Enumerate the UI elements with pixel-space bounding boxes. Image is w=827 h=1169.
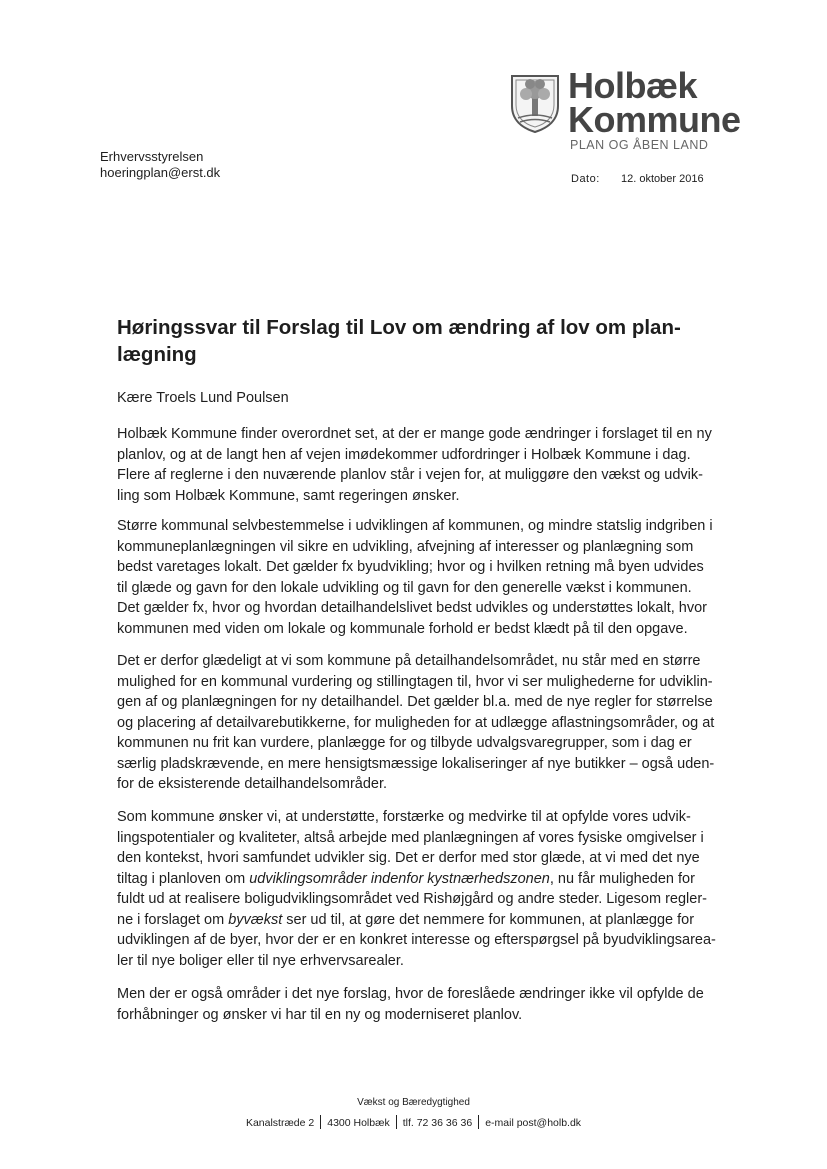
brand-name-line1: Holbæk [568, 65, 698, 106]
text-line: Flere af reglerne i den nuværende planlov står i vejen for, at muliggøre den vækst og udvik- [117, 467, 703, 483]
text-line: Som kommune ønsker vi, at understøtte, forstærke og medvirke til at opfylde vores udvik- [117, 809, 691, 825]
text-line: lingspotentialer og kvaliteter, altså arbejde med planlægningen af vores fysiske omgivelser i [117, 829, 704, 846]
text-line: og placering af detailvarebutikkerne, for muligheden for at udlægge aflastningsområder, og at [117, 714, 715, 731]
text-line: udviklingen af de byer, hvor der er en konkret interesse og efterspørgsel på byudviklingsarea- [117, 932, 716, 948]
text-line: ling som Holbæk Kommune, samt regeringen ønsker. [117, 487, 460, 504]
text-line: forhåbninger og ønsker vi har til en ny og moderniseret planlov. [117, 1006, 523, 1023]
text-line: fuldt ud at realisere boligudviklingsområdet ved Rishøjgård og andre steder. Ligesom regler- [117, 891, 707, 907]
footer-organization: Vækst og Bæredygtighed [357, 1097, 470, 1108]
text-run: ser ud til, at gøre det nemmere for kommunen, at planlægge for [282, 911, 695, 928]
text-line: kommunen med viden om lokale og kommunale forhold er bedst klædt på til den opgave. [117, 620, 688, 637]
department-name: PLAN OG ÅBEN LAND [570, 138, 709, 152]
text-line: kommuneplanlægningen vil sikre en udvikling, afvejning af interesser og planlægning som [117, 538, 694, 555]
footer-contact [0, 1115, 827, 1129]
date-label: Dato: [571, 173, 600, 185]
text-line: gen af og planlægningen for ny detailhandel. Det gælder bl.a. med de nye regler for størrelse [117, 694, 713, 710]
footer-separator [320, 1115, 321, 1129]
text-line: mulighed for en kommunal vurdering og stillingtagen til, hvor vi ser mulighederne for udviklin- [117, 673, 713, 690]
letter-title [117, 314, 742, 368]
emphasis-term: byvækst [228, 911, 283, 928]
text-line: bedst varetages lokalt. Det gælder fx byudvikling; hvor og i hvilken retning må byen udvides [117, 559, 704, 575]
date-value: 12. oktober 2016 [621, 173, 704, 185]
text-line: Men der er også områder i det nye forslag, hvor de foreslåede ændringer ikke vil opfylde de [117, 986, 704, 1002]
recipient-email: hoeringplan@erst.dk [100, 165, 221, 180]
text-line: planlov, og at de langt hen af vejen imødekommer udfordringer i Holbæk Kommune i dag. [117, 446, 691, 463]
letter-title-line2: lægning [117, 343, 197, 366]
body-paragraph-1 [117, 424, 757, 506]
emphasis-term: udviklingsområder indenfor kystnærhedszonen [249, 870, 550, 887]
text-line: for de eksisterende detailhandelsområder. [117, 776, 388, 792]
brand-name-line2: Kommune [568, 99, 741, 140]
text-line: den kontekst, hvori samfundet udvikler sig. Det er derfor med stor glæde, at vi med det nye [117, 850, 700, 866]
text-run: tiltag i planloven om [117, 870, 250, 887]
body-paragraph-4 [117, 807, 757, 971]
recipient-name: Erhvervsstyrelsen [100, 149, 204, 164]
coat-of-arms-icon [508, 72, 562, 134]
text-line: kommunen nu frit kan vurdere, planlægge for og tilbyde udvalgsvaregrupper, som i dag er [117, 735, 692, 751]
letterhead-logo [508, 65, 748, 160]
text-line: Det er derfor glædeligt at vi som kommune på detailhandelsområdet, nu står med en større [117, 653, 701, 669]
footer-city: 4300 Holbæk [327, 1117, 390, 1129]
footer-email[interactable]: e-mail post@holb.dk [485, 1117, 582, 1129]
text-line: ler til nye boliger eller til nye erhvervsarealer. [117, 952, 404, 969]
body-paragraph-5 [117, 984, 757, 1025]
salutation: Kære Troels Lund Poulsen [117, 390, 289, 406]
text-line: Det gælder fx, hvor og hvordan detailhandelslivet bedst udvikles og understøttes lokalt, hvor [117, 600, 707, 616]
footer-phone: tlf. 72 36 36 36 [402, 1117, 473, 1129]
letter-title-line1: Høringssvar til Forslag til Lov om ændring af lov om plan- [117, 316, 681, 339]
footer-separator [396, 1115, 397, 1129]
text-line [117, 869, 757, 890]
text-run: ne i forslaget om [117, 911, 229, 928]
body-paragraph-3 [117, 651, 757, 795]
text-line: særlig pladskrævende, en mere hensigtsmæssige lokaliseringer af nye butikker – også uden- [117, 755, 715, 772]
text-line: Holbæk Kommune finder overordnet set, at der er mange gode ændringer i forslaget til en ny [117, 426, 712, 442]
footer-separator [478, 1115, 479, 1129]
text-line [117, 910, 757, 931]
body-paragraph-2 [117, 516, 757, 639]
footer-address: Kanalstræde 2 [245, 1117, 315, 1129]
text-line: til glæde og gavn for den lokale udvikling og til gavn for den generelle vækst i kommunen. [117, 579, 692, 596]
text-line: Større kommunal selvbestemmelse i udviklingen af kommunen, og mindre statslig indgriben i [117, 518, 713, 534]
text-run: , nu får muligheden for [549, 870, 695, 887]
